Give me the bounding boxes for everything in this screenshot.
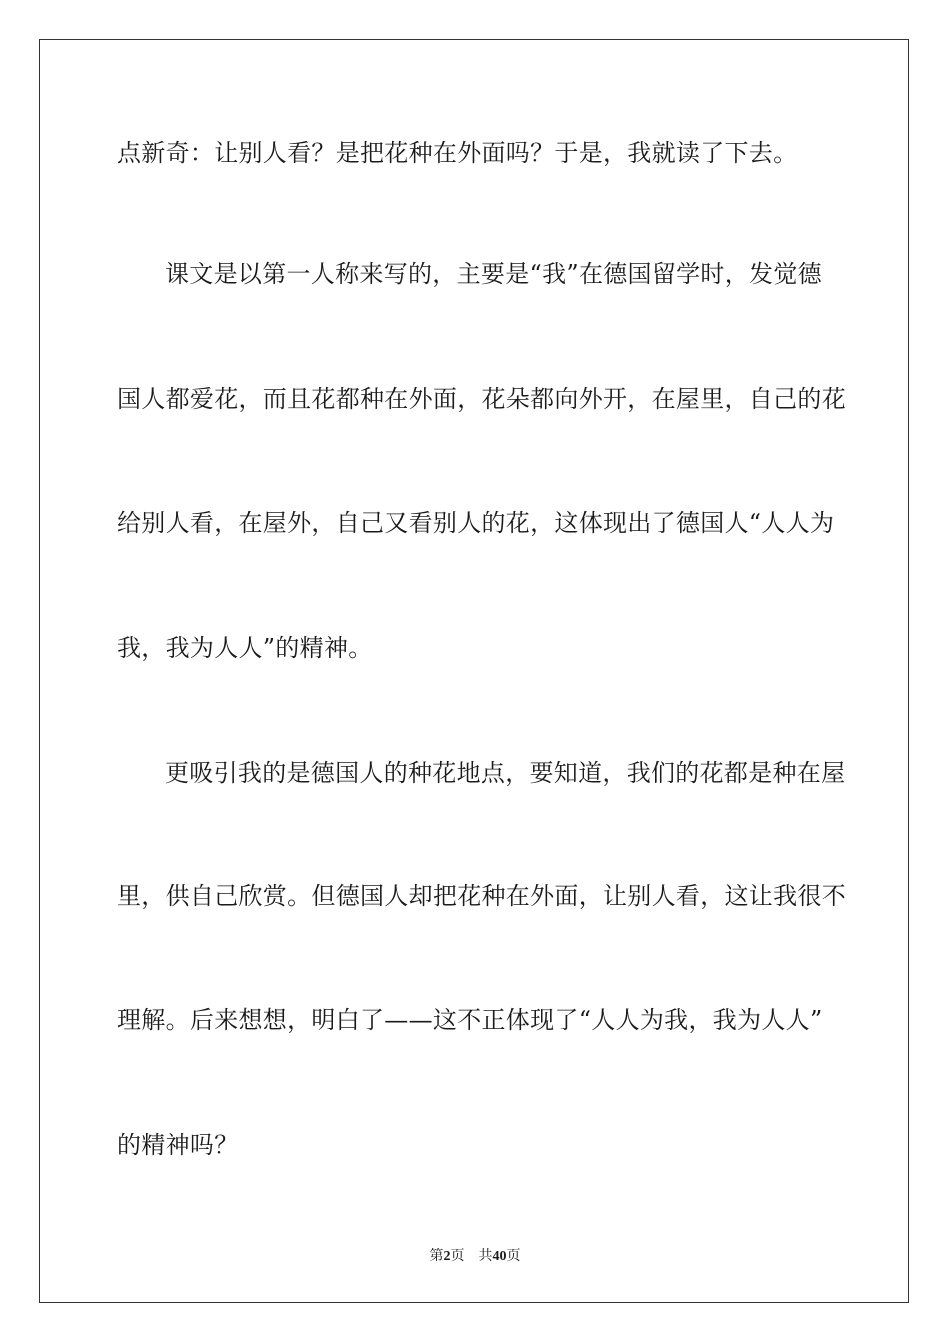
paragraph-line: 更吸引我的是德国人的种花地点，要知道，我们的花都是种在屋 — [165, 759, 846, 787]
page-number: 2 — [443, 1249, 451, 1264]
total-suffix: 页 — [506, 1248, 521, 1264]
paragraph-line: 理解。后来想想，明白了——这不正体现了“人人为我，我为人人” — [117, 1006, 823, 1034]
page-suffix: 页 — [450, 1248, 465, 1264]
paragraph-line: 给别人看，在屋外，自己又看别人的花，这体现出了德国人“人人为 — [117, 509, 835, 537]
page-footer — [0, 1247, 950, 1266]
paragraph-line: 里，供自己欣赏。但德国人却把花种在外面，让别人看，这让我很不 — [117, 882, 846, 910]
paragraph-line: 国人都爱花，而且花都种在外面，花朵都向外开，在屋里，自己的花 — [117, 385, 846, 413]
total-prefix: 共 — [478, 1248, 493, 1264]
total-number: 40 — [492, 1249, 507, 1264]
paragraph-line: 点新奇：让别人看？是把花种在外面吗？于是，我就读了下去。 — [117, 139, 798, 167]
paragraph-line: 的精神吗？ — [117, 1131, 239, 1159]
page-prefix: 第 — [429, 1248, 444, 1264]
total-pages-indicator — [479, 1247, 521, 1266]
paragraph-line: 我，我为人人”的精神。 — [117, 634, 373, 662]
page-border — [39, 39, 909, 1303]
paragraph-line: 课文是以第一人称来写的，主要是“我”在德国留学时，发觉德 — [165, 260, 822, 288]
page-indicator — [430, 1247, 465, 1266]
